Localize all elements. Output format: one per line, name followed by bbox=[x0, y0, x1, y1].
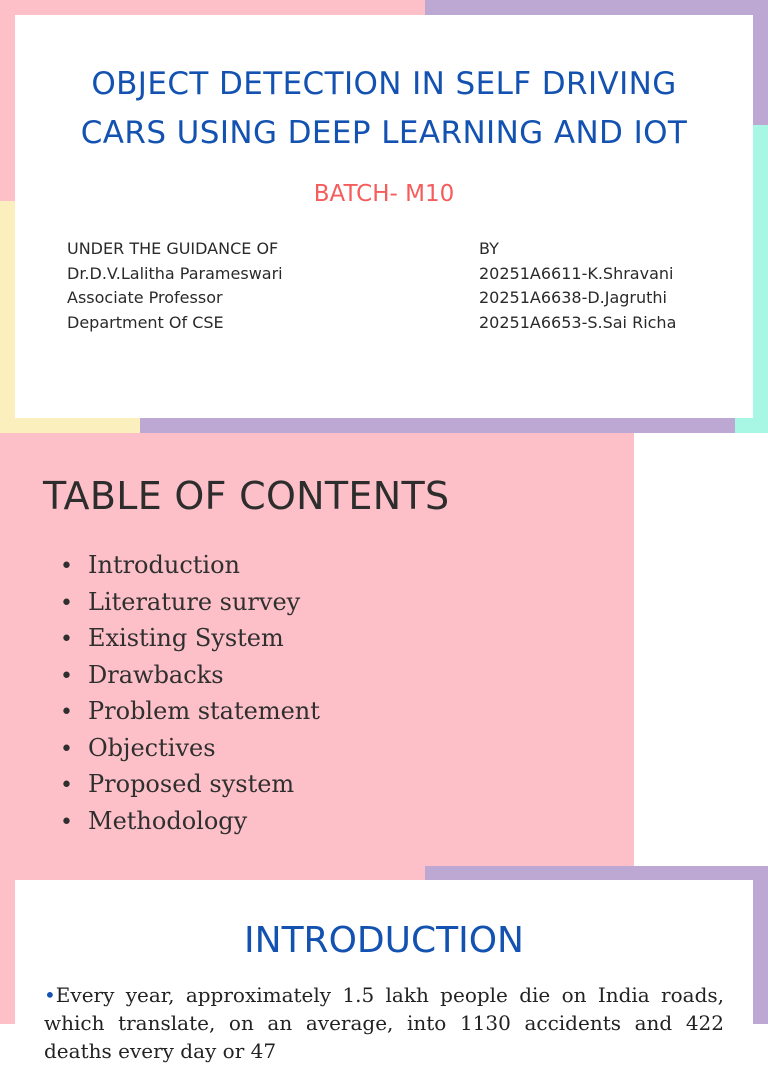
bullet-icon: • bbox=[60, 590, 73, 616]
title-line-1: OBJECT DETECTION IN SELF DRIVING bbox=[91, 66, 677, 102]
guide-department: Department Of CSE bbox=[67, 312, 224, 332]
bullet-icon: • bbox=[60, 809, 73, 835]
intro-title: INTRODUCTION bbox=[244, 920, 524, 961]
decor-purple-strip bbox=[753, 880, 768, 1024]
intro-paragraph bbox=[44, 981, 724, 1065]
guide-designation: Associate Professor bbox=[67, 288, 223, 307]
presentation-title bbox=[30, 60, 738, 158]
toc-item-label: Methodology bbox=[88, 806, 248, 835]
toc-item-label: Proposed system bbox=[88, 770, 295, 798]
toc-item bbox=[60, 803, 320, 840]
bullet-icon: • bbox=[60, 663, 73, 689]
bullet-icon: • bbox=[44, 983, 56, 1007]
bullet-icon: • bbox=[60, 554, 73, 579]
toc-item bbox=[60, 657, 320, 694]
toc-item-label: Objectives bbox=[88, 733, 216, 762]
guide-name: Dr.D.V.Lalitha Parameswari bbox=[67, 263, 283, 283]
batch-label: BATCH- M10 bbox=[313, 181, 455, 207]
toc-item-label: Problem statement bbox=[88, 697, 320, 725]
toc-item bbox=[60, 730, 320, 767]
team-member: 20251A6611-K.Shravani bbox=[479, 263, 674, 283]
toc-item bbox=[60, 584, 320, 621]
toc-item bbox=[60, 547, 320, 584]
title-line-2: CARS USING DEEP LEARNING AND IOT bbox=[80, 115, 688, 151]
toc-item bbox=[60, 766, 320, 803]
team-member: 20251A6653-S.Sai Richa bbox=[479, 312, 677, 332]
toc-item-label: Literature survey bbox=[88, 587, 301, 616]
bullet-icon: • bbox=[60, 773, 73, 798]
team-heading: BY bbox=[479, 239, 499, 258]
guidance-block bbox=[67, 237, 283, 335]
toc-title: TABLE OF CONTENTS bbox=[43, 474, 450, 518]
intro-text: Every year, approximately 1.5 lakh people die on India roads, which translate, on an average, into 1130 accidents and 422 deaths every day or 47 bbox=[44, 983, 724, 1063]
toc-item-label: Drawbacks bbox=[88, 660, 224, 689]
toc-item-label: Existing System bbox=[88, 624, 284, 652]
toc-list bbox=[60, 547, 320, 839]
bullet-icon: • bbox=[60, 736, 73, 762]
toc-item bbox=[60, 693, 320, 730]
toc-item bbox=[60, 620, 320, 657]
guidance-heading: UNDER THE GUIDANCE OF bbox=[67, 239, 279, 258]
bullet-icon: • bbox=[60, 700, 73, 725]
team-member: 20251A6638-D.Jagruthi bbox=[479, 288, 667, 307]
decor-pink-strip bbox=[0, 880, 15, 1024]
decor-purple-strip bbox=[140, 418, 735, 433]
toc-item-label: Introduction bbox=[88, 551, 240, 579]
bullet-icon: • bbox=[60, 627, 73, 652]
team-block bbox=[479, 237, 676, 335]
